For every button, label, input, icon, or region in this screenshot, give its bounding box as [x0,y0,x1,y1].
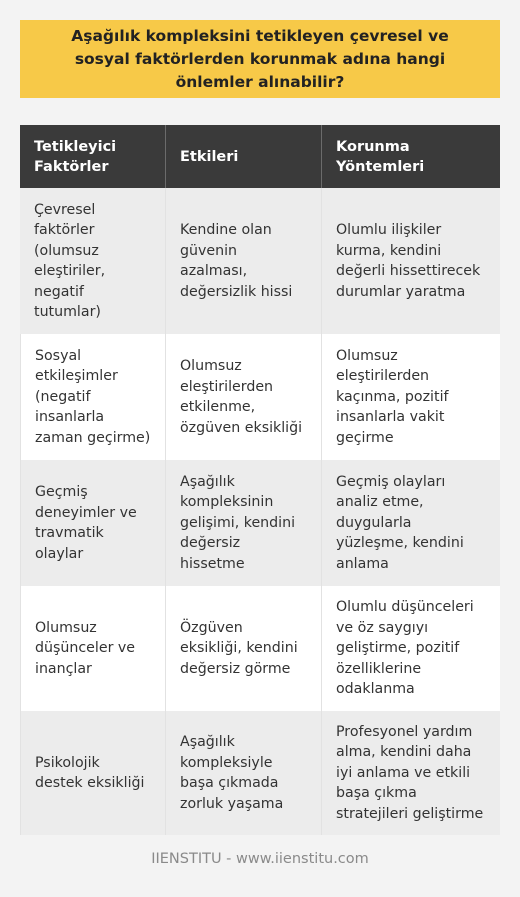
table-cell: Geçmiş olayları analiz etme, duygularla yüzleşme, kendini anlama [321,460,500,586]
page-title: Aşağılık kompleksini tetikleyen çevresel ve sosyal faktörlerden korunmak adına hangi önlemler alınabilir? [71,26,449,91]
table-cell: Geçmiş deneyimler ve travmatik olaylar [20,460,165,586]
table-cell: Olumlu ilişkiler kurma, kendini değerli hissettirecek durumlar yaratma [321,188,500,334]
title-banner [20,20,500,98]
table-cell: Çevresel faktörler (olumsuz eleştiriler, negatif tutumlar) [20,188,165,334]
column-header-protection: Korunma Yöntemleri [321,125,500,188]
table-cell: Psikolojik destek eksikliği [20,711,165,835]
footer-source: IIENSTITU - www.iienstitu.com [151,851,369,867]
table-cell: Olumlu düşünceleri ve öz saygıyı geliştirme, pozitif özelliklerine odaklanma [321,586,500,711]
table-cell: Olumsuz eleştirilerden etkilenme, özgüven eksikliği [165,334,321,460]
column-header-effects: Etkileri [165,125,321,188]
table-cell: Kendine olan güvenin azalması, değersizlik hissi [165,188,321,334]
table-cell: Olumsuz eleştirilerden kaçınma, pozitif insanlarla vakit geçirme [321,334,500,460]
column-header-triggers: Tetikleyici Faktörler [20,125,165,188]
table-cell: Aşağılık kompleksiyle başa çıkmada zorluk yaşama [165,711,321,835]
comparison-table [20,125,500,835]
table-cell: Sosyal etkileşimler (negatif insanlarla zaman geçirme) [20,334,165,460]
table-cell: Aşağılık kompleksinin gelişimi, kendini değersiz hissetme [165,460,321,586]
table-cell: Özgüven eksikliği, kendini değersiz görme [165,586,321,711]
table-cell: Profesyonel yardım alma, kendini daha iyi anlama ve etkili başa çıkma stratejileri geliştirme [321,711,500,835]
table-cell: Olumsuz düşünceler ve inançlar [20,586,165,711]
